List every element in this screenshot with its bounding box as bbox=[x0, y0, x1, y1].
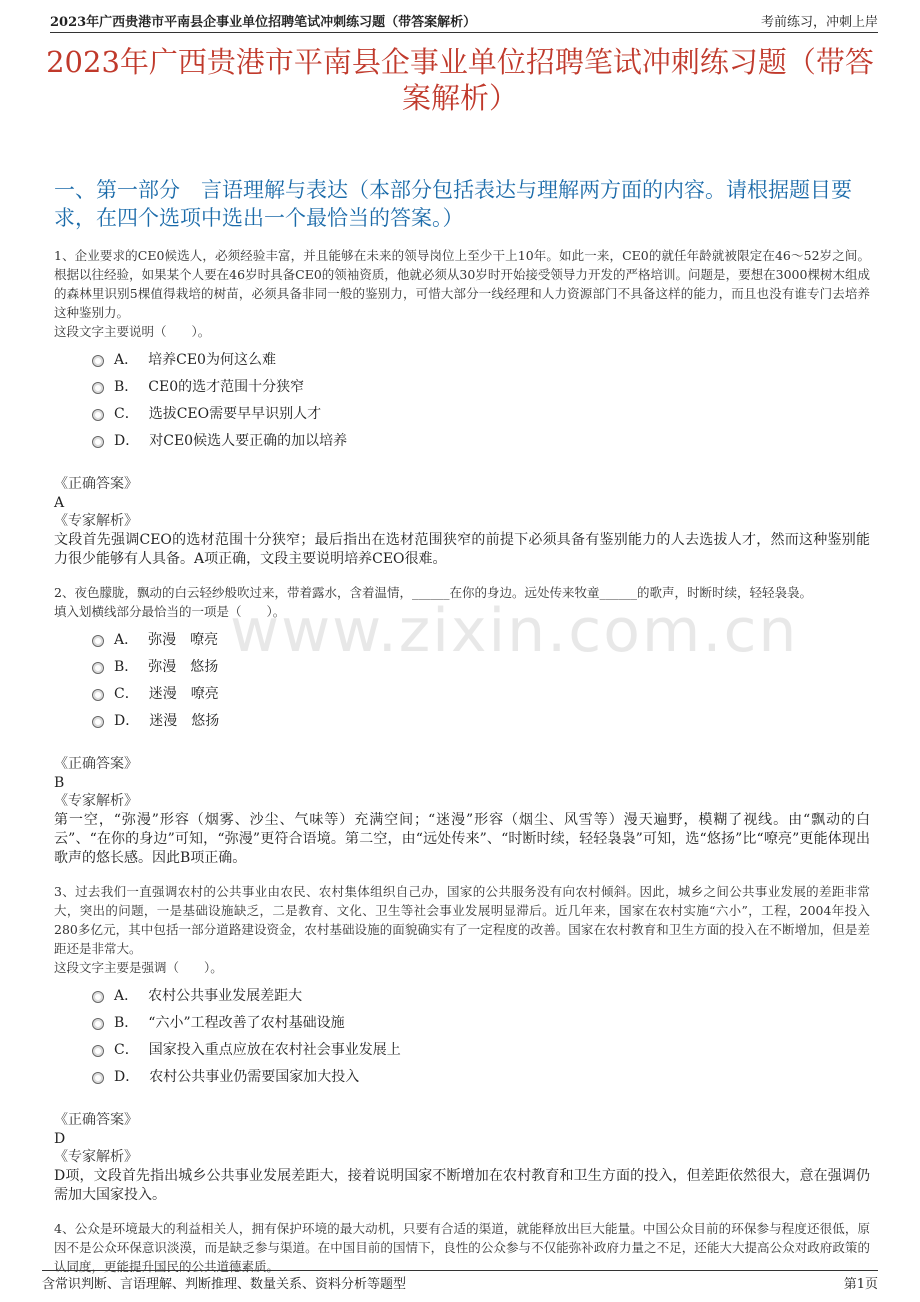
answer-value: B bbox=[54, 775, 65, 791]
option-key: B． bbox=[114, 379, 139, 395]
explanation-label: 《专家解析》 bbox=[54, 793, 138, 809]
option-text: 弥漫 悠扬 bbox=[148, 659, 219, 675]
option-text: 农村公共事业仍需要国家加大投入 bbox=[149, 1069, 360, 1085]
page-footer bbox=[42, 1270, 878, 1293]
radio-icon[interactable] bbox=[92, 355, 104, 367]
options-list bbox=[92, 983, 870, 1091]
radio-icon[interactable] bbox=[92, 436, 104, 448]
option-text: 培养CE0为何这么难 bbox=[148, 352, 276, 368]
option-text: CE0的选才范围十分狭窄 bbox=[148, 379, 305, 395]
option-text: 迷漫 悠扬 bbox=[149, 713, 220, 729]
explanation-label: 《专家解析》 bbox=[54, 1149, 138, 1165]
explanation-text: 文段首先强调CEO的选材范围十分狭窄；最后指出在选材范围狭窄的前提下必须具备有鉴别能力的人去选拔人才，然而这种鉴别能力很少能够有人具备。A项正确，文段主要说明培养CEO很难。 bbox=[54, 532, 870, 567]
question-3 bbox=[54, 882, 870, 1205]
question-text: 4、公众是环境最大的利益相关人，拥有保护环境的最大动机，只要有合适的渠道，就能释放出巨大能量。中国公众目前的环保参与程度还很低，原因不是公众环保意识淡漠，而是缺乏参与渠道。在中国目前的国情下，良性的公众参与不仅能弥补政府力量之不足，还能大大提高公众对政府政策的认同度，更能提升国民的公共道德素质。 bbox=[54, 1221, 870, 1274]
answer-label: 《正确答案》 bbox=[54, 476, 138, 492]
options-list bbox=[92, 627, 870, 735]
option-d[interactable] bbox=[92, 708, 870, 735]
option-key: B． bbox=[114, 659, 139, 675]
option-text: 选拔CEO需要早早识别人才 bbox=[148, 406, 322, 422]
radio-icon[interactable] bbox=[92, 382, 104, 394]
questions-list bbox=[54, 246, 870, 1276]
option-key: B． bbox=[114, 1015, 139, 1031]
answer-value: D bbox=[54, 1131, 66, 1147]
option-text: 对CE0候选人要正确的加以培养 bbox=[149, 433, 348, 449]
header-title: 2023年广西贵港市平南县企事业单位招聘笔试冲刺练习题（带答案解析） bbox=[50, 15, 477, 30]
explanation-label: 《专家解析》 bbox=[54, 513, 138, 529]
question-2 bbox=[54, 583, 870, 868]
option-text: 国家投入重点应放在农村社会事业发展上 bbox=[148, 1042, 401, 1058]
page-header bbox=[50, 10, 878, 33]
option-d[interactable] bbox=[92, 428, 870, 455]
option-b[interactable] bbox=[92, 1010, 870, 1037]
radio-icon[interactable] bbox=[92, 635, 104, 647]
radio-icon[interactable] bbox=[92, 991, 104, 1003]
question-text: 3、过去我们一直强调农村的公共事业由农民、农村集体组织自己办，国家的公共服务没有向农村倾斜。因此，城乡之间公共事业发展的差距非常大，突出的问题，一是基础设施缺乏，二是教育、文化、卫生等社会事业发展明显滞后。近几年来，国家在农村实施“六小”，工程，2004年投入280多亿元，其中包括一部分道路建设资金，农村基础设施的面貌确实有了一定程度的改善。国家在农村教育和卫生方面的投入在不断增加，但是差距还是非常大。 bbox=[54, 884, 870, 956]
section-heading: 一、第一部分 言语理解与表达（本部分包括表达与理解两方面的内容。请根据题目要求，在四个选项中选出一个最恰当的答案。） bbox=[54, 178, 852, 230]
radio-icon[interactable] bbox=[92, 409, 104, 421]
option-c[interactable] bbox=[92, 681, 870, 708]
header-slogan: 考前练习，冲刺上岸 bbox=[760, 15, 878, 30]
option-key: C． bbox=[114, 686, 139, 702]
option-text: 迷漫 嘹亮 bbox=[148, 686, 219, 702]
radio-icon[interactable] bbox=[92, 662, 104, 674]
option-b[interactable] bbox=[92, 654, 870, 681]
option-a[interactable] bbox=[92, 983, 870, 1010]
option-c[interactable] bbox=[92, 401, 870, 428]
option-text: 农村公共事业发展差距大 bbox=[148, 988, 303, 1004]
question-1 bbox=[54, 246, 870, 569]
radio-icon[interactable] bbox=[92, 1018, 104, 1030]
option-key: A． bbox=[114, 352, 139, 368]
option-key: D． bbox=[114, 433, 140, 449]
radio-icon[interactable] bbox=[92, 716, 104, 728]
option-key: A． bbox=[114, 632, 139, 648]
options-list bbox=[92, 347, 870, 455]
option-key: D． bbox=[114, 1069, 140, 1085]
document-title: 2023年广西贵港市平南县企事业单位招聘笔试冲刺练习题（带答案解析） bbox=[46, 45, 874, 115]
page-number: 第1页 bbox=[843, 1277, 878, 1292]
option-c[interactable] bbox=[92, 1037, 870, 1064]
answer-label: 《正确答案》 bbox=[54, 1112, 138, 1128]
option-text: “六小”工程改善了农村基础设施 bbox=[148, 1015, 345, 1031]
radio-icon[interactable] bbox=[92, 1045, 104, 1057]
question-text: 1、企业要求的CE0候选人，必须经验丰富，并且能够在未来的领导岗位上至少干上10年。如此一来，CE0的就任年龄就被限定在46～52岁之间。根据以往经验，如果某个人要在46岁时具备CE0的领袖资质，他就必须从30岁时开始接受领导力开发的严格培训。问题是，要想在3000棵树木组成的森林里识别5棵值得栽培的树苗，必须具备非同一般的鉴别力，可惜大部分一线经理和人力资源部门不具备这样的能力，而且也没有谁专门去培养这种鉴别力。 bbox=[54, 248, 870, 320]
question-prompt: 这段文字主要说明（ ）。 bbox=[54, 324, 211, 339]
option-d[interactable] bbox=[92, 1064, 870, 1091]
question-4 bbox=[54, 1219, 870, 1276]
radio-icon[interactable] bbox=[92, 1072, 104, 1084]
option-key: C． bbox=[114, 406, 139, 422]
answer-label: 《正确答案》 bbox=[54, 756, 138, 772]
option-text: 弥漫 嘹亮 bbox=[148, 632, 219, 648]
radio-icon[interactable] bbox=[92, 689, 104, 701]
option-key: A． bbox=[114, 988, 139, 1004]
option-a[interactable] bbox=[92, 347, 870, 374]
explanation-text: 第一空，“弥漫”形容（烟雾、沙尘、气味等）充满空间；“迷漫”形容（烟尘、风雪等）漫天遍野，模糊了视线。由“飘动的白云”、“在你的身边”可知，“弥漫”更符合语境。第二空，由“远处传来”、“时断时续，轻轻袅袅”可知，选“悠扬”比“嘹亮”更能体现出歌声的悠长感。因此B项正确。 bbox=[54, 812, 870, 866]
question-prompt: 这段文字主要是强调（ ）。 bbox=[54, 960, 223, 975]
answer-value: A bbox=[54, 495, 65, 511]
option-b[interactable] bbox=[92, 374, 870, 401]
question-prompt: 填入划横线部分最恰当的一项是（ ）。 bbox=[54, 604, 286, 619]
question-text: 2、夜色朦胧，飘动的白云轻纱般吹过来，带着露水，含着温情，______在你的身边。远处传来牧童______的歌声，时断时续，轻轻袅袅。 bbox=[54, 585, 812, 600]
option-key: D． bbox=[114, 713, 140, 729]
explanation-text: D项，文段首先指出城乡公共事业发展差距大，接着说明国家不断增加在农村教育和卫生方面的投入，但差距依然很大，意在强调仍需加大国家投入。 bbox=[54, 1168, 870, 1203]
watermark: www.zixin.com.cn bbox=[230, 596, 799, 666]
footer-note: 含常识判断、言语理解、判断推理、数量关系、资料分析等题型 bbox=[42, 1277, 407, 1292]
option-a[interactable] bbox=[92, 627, 870, 654]
option-key: C． bbox=[114, 1042, 139, 1058]
